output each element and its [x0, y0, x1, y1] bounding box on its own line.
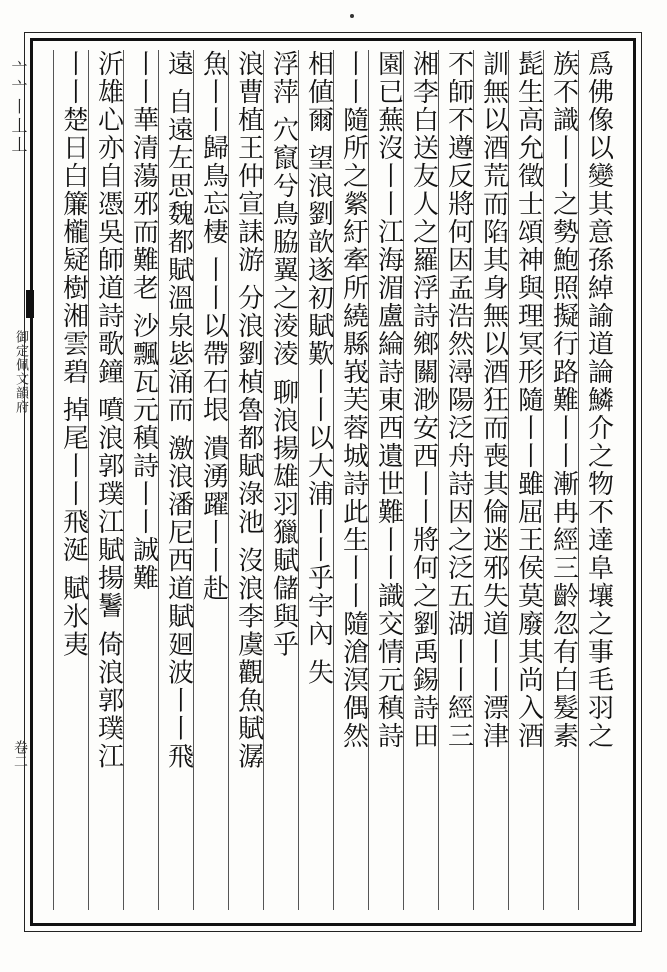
column-text: 丨丨華清蕩邪而難老 沙飄瓦元稹詩丨丨誠難 — [128, 50, 159, 593]
column-text: 相値爾 望浪劉歆遂初賦歎丨丨以大浦丨丨乎宇內 失 — [303, 50, 334, 687]
text-column — [368, 50, 408, 910]
text-column — [438, 50, 478, 910]
column-text: 爲佛像以變其意孫綽諭道論鱗介之物不達阜壤之事毛羽之 — [583, 50, 614, 750]
text-column — [508, 50, 548, 910]
column-text: 湘李白送友人之羅浮詩鄉關渺安西丨丨將何之劉禹錫詩田 — [408, 50, 439, 750]
left-margin — [0, 0, 40, 972]
column-text: 不師不遵反將何因孟浩然潯陽泛舟詩因之泛五湖丨丨經三 — [443, 50, 474, 750]
column-text: 丨丨楚日白簾櫳疑樹湘雲碧 掉尾丨丨飛涎 賦氷夷 — [58, 50, 89, 659]
text-column — [578, 50, 618, 910]
column-text: 訓無以酒荒而陷其身無以酒狂而喪其倫迷邪失道丨丨漂津 — [478, 50, 509, 750]
column-text: 髭生高允徵士頌神與理冥形隨丨丨雖屈王侯莫廢其尚入酒 — [513, 50, 544, 750]
column-text: 遠 自遠左思魏都賦溫泉毖涌而 激浪潘尼西道賦廻波丨丨飛 — [163, 50, 194, 771]
text-column — [403, 50, 443, 910]
ink-dot — [350, 14, 354, 18]
column-text: 魚丨丨歸鳥忘棲 丨丨以帶石垠 潰湧躍丨丨赴 — [198, 50, 229, 603]
text-column — [473, 50, 513, 910]
text-column — [228, 50, 268, 910]
column-text: 浪曹植王仲宣誄游 分浪劉楨魯都賦淥池 沒浪李虞觀魚賦潺 — [233, 50, 264, 771]
text-column — [88, 50, 128, 910]
column-text: 丨丨隨所之縈紆牽所繞縣峩芙蓉城詩此生丨丨隨滄溟偶然 — [338, 50, 369, 750]
margin-folio: 卷二 — [12, 740, 28, 768]
margin-book-title: 御定佩文韻府 — [13, 330, 28, 414]
margin-side-text: 亠亠丨丄丄 — [9, 60, 28, 155]
text-column — [298, 50, 338, 910]
text-columns — [58, 50, 614, 910]
column-text: 浮萍 穴竄兮鳥脇翼之淩淩 聊浪揚雄羽獵賦儲與乎 — [268, 50, 299, 659]
text-column — [333, 50, 373, 910]
column-text: 沂雄心亦自憑吳師道詩歌鐘 噴浪郭璞江賦揚鬐 倚浪郭璞江 — [93, 50, 124, 771]
text-column — [123, 50, 163, 910]
column-text: 族不識丨丨之勢鮑照擬行路難丨丨漸冉經三齡忽有白髮素 — [548, 50, 579, 750]
text-column — [263, 50, 303, 910]
text-column — [193, 50, 233, 910]
column-text: 園已蕪沒丨丨江海湄盧綸詩東西遺世難丨丨識交情元稹詩 — [373, 50, 404, 750]
text-column — [543, 50, 583, 910]
text-column — [53, 50, 93, 910]
text-column — [158, 50, 198, 910]
margin-black-tab — [26, 290, 34, 318]
